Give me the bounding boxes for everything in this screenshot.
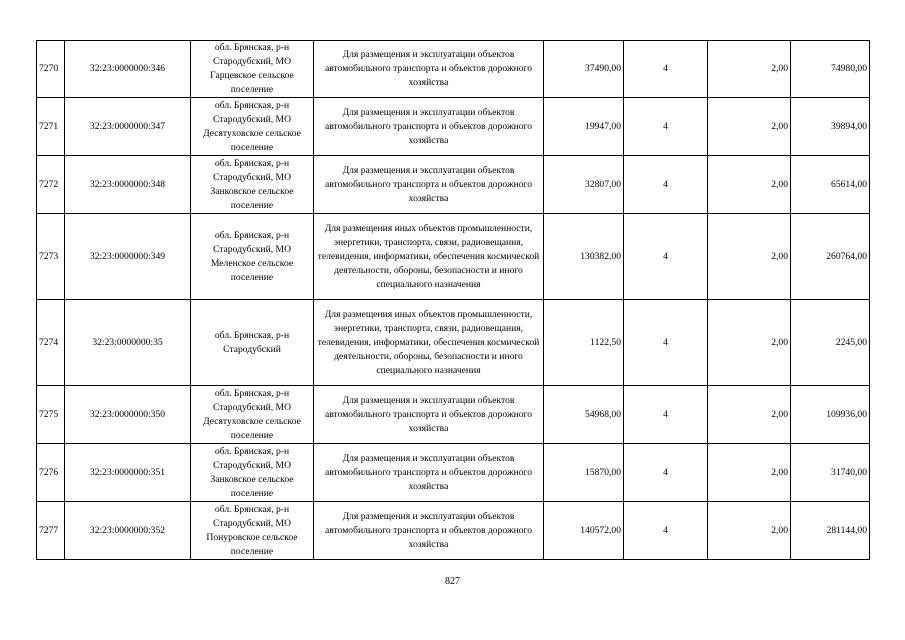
cadastral-number: 32:23:0000000:35 (65, 300, 191, 386)
cadastral-number: 32:23:0000000:348 (65, 156, 191, 214)
value-cell: 109936,00 (791, 386, 870, 444)
area-cell: 19947,00 (544, 98, 624, 156)
table-row (37, 98, 870, 156)
page-number: 827 (445, 576, 460, 587)
cadastral-number: 32:23:0000000:347 (65, 98, 191, 156)
rate-cell: 2,00 (708, 41, 791, 98)
permitted-use-cell: Для размещения и эксплуатации объектов автомобильного транспорта и объектов дорожного хозяйства (314, 98, 544, 156)
row-number: 7276 (37, 444, 65, 502)
row-number: 7273 (37, 214, 65, 300)
permitted-use-cell: Для размещения иных объектов промышленности, энергетики, транспорта, связи, радиовещания, телевидения, информатики, обеспечения космической деятельности, обороны, безопасности и иного специального назначения (314, 214, 544, 300)
table-row (37, 214, 870, 300)
permitted-use-cell: Для размещения и эксплуатации объектов автомобильного транспорта и объектов дорожного хозяйства (314, 502, 544, 560)
address-cell: обл. Брянская, р-н Стародубский, МО Меленское сельское поселение (191, 214, 314, 300)
class-cell: 4 (624, 214, 708, 300)
rate-cell: 2,00 (708, 386, 791, 444)
table-row (37, 300, 870, 386)
row-number: 7271 (37, 98, 65, 156)
table-row (37, 156, 870, 214)
rate-cell: 2,00 (708, 214, 791, 300)
value-cell: 39894,00 (791, 98, 870, 156)
cadastral-number: 32:23:0000000:350 (65, 386, 191, 444)
area-cell: 130382,00 (544, 214, 624, 300)
value-cell: 65614,00 (791, 156, 870, 214)
area-cell: 37490,00 (544, 41, 624, 98)
land-registry-table (36, 40, 870, 560)
permitted-use-cell: Для размещения и эксплуатации объектов автомобильного транспорта и объектов дорожного хозяйства (314, 386, 544, 444)
rate-cell: 2,00 (708, 444, 791, 502)
rate-cell: 2,00 (708, 98, 791, 156)
address-cell: обл. Брянская, р-н Стародубский (191, 300, 314, 386)
value-cell: 31740,00 (791, 444, 870, 502)
row-number: 7270 (37, 41, 65, 98)
address-cell: обл. Брянская, р-н Стародубский, МО Занковское сельское поселение (191, 444, 314, 502)
permitted-use-cell: Для размещения и эксплуатации объектов автомобильного транспорта и объектов дорожного хозяйства (314, 444, 544, 502)
class-cell: 4 (624, 444, 708, 502)
area-cell: 1122,50 (544, 300, 624, 386)
address-cell: обл. Брянская, р-н Стародубский, МО Понуровское сельское поселение (191, 502, 314, 560)
class-cell: 4 (624, 98, 708, 156)
cadastral-number: 32:23:0000000:349 (65, 214, 191, 300)
row-number: 7275 (37, 386, 65, 444)
permitted-use-cell: Для размещения иных объектов промышленности, энергетики, транспорта, связи, радиовещания, телевидения, информатики, обеспечения космической деятельности, обороны, безопасности и иного специального назначения (314, 300, 544, 386)
class-cell: 4 (624, 156, 708, 214)
rate-cell: 2,00 (708, 502, 791, 560)
cadastral-number: 32:23:0000000:352 (65, 502, 191, 560)
value-cell: 281144,00 (791, 502, 870, 560)
table-row (37, 386, 870, 444)
row-number: 7272 (37, 156, 65, 214)
cadastral-number: 32:23:0000000:346 (65, 41, 191, 98)
area-cell: 54968,00 (544, 386, 624, 444)
address-cell: обл. Брянская, р-н Стародубский, МО Десятуховское сельское поселение (191, 98, 314, 156)
address-cell: обл. Брянская, р-н Стародубский, МО Занковское сельское поселение (191, 156, 314, 214)
row-number: 7277 (37, 502, 65, 560)
rate-cell: 2,00 (708, 156, 791, 214)
table-row (37, 502, 870, 560)
row-number: 7274 (37, 300, 65, 386)
address-cell: обл. Брянская, р-н Стародубский, МО Десятуховское сельское поселение (191, 386, 314, 444)
table-row (37, 41, 870, 98)
permitted-use-cell: Для размещения и эксплуатации объектов автомобильного транспорта и объектов дорожного хозяйства (314, 156, 544, 214)
value-cell: 2245,00 (791, 300, 870, 386)
area-cell: 32807,00 (544, 156, 624, 214)
table-row (37, 444, 870, 502)
class-cell: 4 (624, 386, 708, 444)
class-cell: 4 (624, 300, 708, 386)
permitted-use-cell: Для размещения и эксплуатации объектов автомобильного транспорта и объектов дорожного хозяйства (314, 41, 544, 98)
address-cell: обл. Брянская, р-н Стародубский, МО Гарцевское сельское поселение (191, 41, 314, 98)
cadastral-number: 32:23:0000000:351 (65, 444, 191, 502)
class-cell: 4 (624, 41, 708, 98)
value-cell: 260764,00 (791, 214, 870, 300)
area-cell: 15870,00 (544, 444, 624, 502)
rate-cell: 2,00 (708, 300, 791, 386)
area-cell: 140572,00 (544, 502, 624, 560)
class-cell: 4 (624, 502, 708, 560)
value-cell: 74980,00 (791, 41, 870, 98)
